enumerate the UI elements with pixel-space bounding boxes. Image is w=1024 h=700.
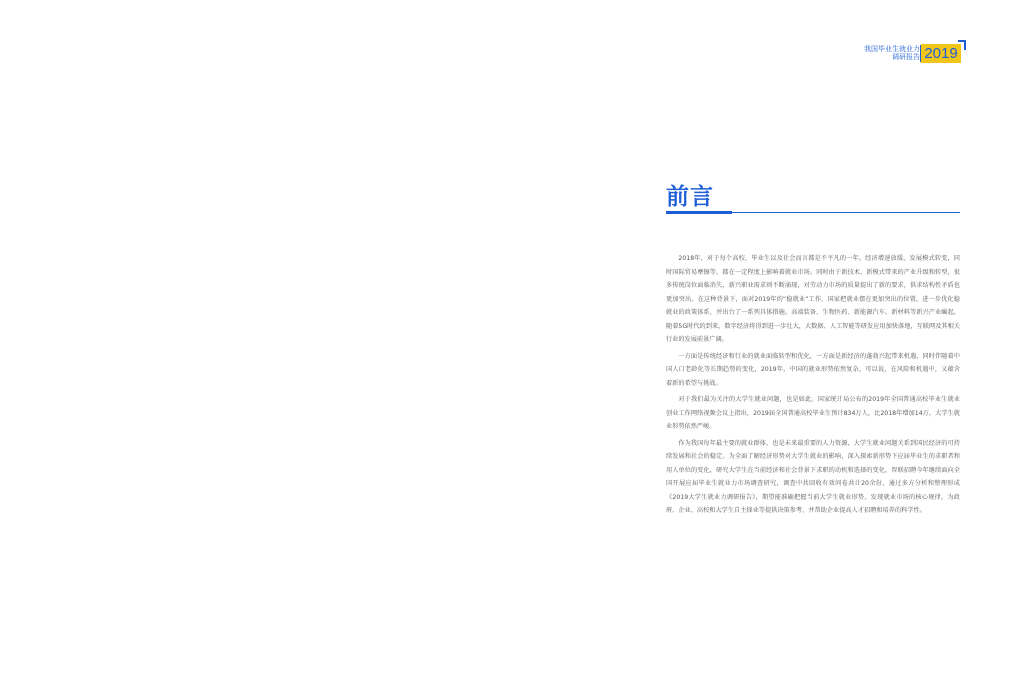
section-title: 前言 [666,184,714,210]
corner-bracket-icon [958,40,966,50]
report-title-line1: 我国毕业生就业力 [864,45,920,53]
paragraph: 对于我们最为关注的大学生就业问题，也是如此。国家统计局公布的2019年全国普通高校毕业生就业创业工作网络视频会议上指出，2019届全国普通高校毕业生预计834万人，比2018年增加14万，大学生就业形势依然严峻。 [666,396,960,430]
paragraph: 2018年，对于每个高校、毕业生以及社会而言都是不平凡的一年。经济增速放缓、发展模式转变，同时国际贸易摩擦等，都在一定程度上影响着就业市场。同时由于新技术、新模式带来的产业升级和转型，很多传统岗位面临消失，新兴职业需求则不断涌现，对劳动力市场的质量提出了新的要求，供求结构性矛盾也更加突出。在这种背景下，面对2019年的“稳就业”工作，国家把就业摆在更加突出的位置，进一步优化稳就业的政策体系，并出台了一系列具体措施。高端装备、生物医药、新能源汽车、新材料等新兴产业崛起，随着5G时代的到来，数字经济将得到进一步壮大，大数据、人工智能等研发应用加快落地，互联网及其相关行业的发展前景广阔。 [666,255,960,343]
report-title-block [864,45,920,62]
report-year: 2019 [921,44,961,63]
report-header-badge [858,40,966,66]
paragraph: 作为我国每年最主要的就业群体，也是未来最重要的人力资源，大学生就业问题关系到国民经济的可持续发展和社会的稳定。为全面了解经济形势对大学生就业的影响，深入探索新形势下应届毕业生的求职者和用人单位的变化，研究大学生在当前经济和社会背景下求职的动机和选择的变化，智联招聘今年继续面向全国开展应届毕业生就业力市场调查研究，调查中共回收有效问卷共计20余份，通过多方分析和整理形成《2019大学生就业力调研报告》，期望能准确把握当前大学生就业形势，发现就业市场的核心规律，为政府、企业、高校和大学生自主择业等提供决策参考，并帮助企业提高人才招聘和培养的科学性。 [666,439,960,514]
paragraph: 一方面是传统经济和行业的就业面临转型和优化，一方面是新经济的蓬勃兴起带来机遇，同时伴随着中国人口老龄化等长期趋势的变化，2019年，中国的就业形势依然复杂，可以说，在风险和机遇中，又蕴含着新的希望与挑战。 [666,352,960,387]
report-title-line2: 调研报告 [892,53,920,61]
title-underline-accent [666,211,732,214]
preface-body [666,252,960,521]
